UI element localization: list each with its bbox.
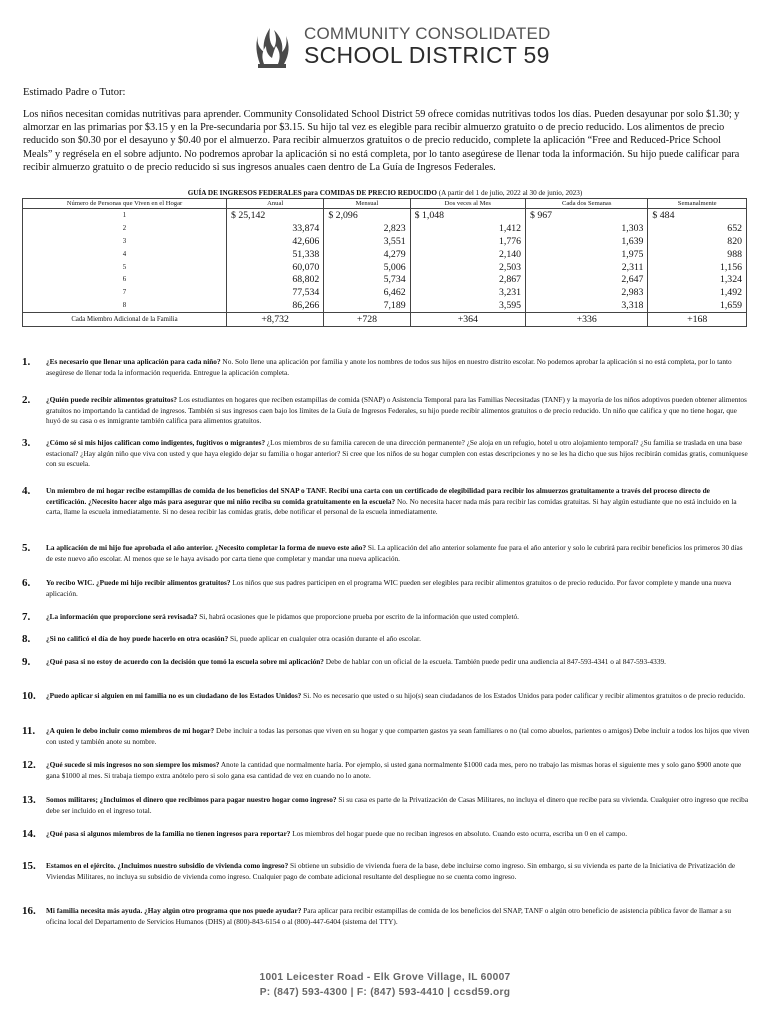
faq-number: 3. [22, 437, 31, 449]
faq-item [22, 829, 750, 840]
income-cell: 1,776 [410, 235, 525, 248]
income-guidelines-table [22, 198, 747, 327]
faq-question: Estamos en el ejército. ¿Incluimos nuestro subsidio de vivienda como ingreso? [46, 861, 289, 870]
income-cell: 33,874 [227, 222, 324, 235]
faq-item [22, 861, 750, 882]
faq-answer: Si obtiene un subsidio de vivienda fuera de la base, debe incluirse como ingreso. Sin embargo, si su vivienda es parte de la Iniciativa de Privatización de Viviendas Militares, no incluya su subsidio de vivienda como ingreso. Cualquier pago de combate adicional resultante del despliegue no se cuenta como ingreso. [46, 861, 736, 881]
logo-line-2: SCHOOL DISTRICT 59 [304, 42, 550, 68]
table-title-dates: (A partir del 1 de julio, 2022 al 30 de junio, 2023) [436, 189, 583, 197]
torch-icon [244, 18, 300, 70]
faq-text [46, 612, 750, 623]
table-row [23, 248, 747, 261]
faq-answer: ¿Los miembros de su familia carecen de una dirección permanente? ¿Se aloja en un refugio, hotel u otro alojamiento temporal? ¿Su familia se traslada en una base estacional? ¿Hay algún niño que viva con usted y que haya elegido dejar su familia o hogar anterior? Si cree que los niños de su hogar cumplen con estas descripciones y no se les ha dicho que sus hijos recibirán comidas gratis, comuníquese con su escuela. [46, 438, 748, 469]
income-cell: $ 2,096 [324, 209, 410, 222]
faq-answer: Los estudiantes en hogares que reciben estampillas de comida (SNAP) o Asistencia Temporal para las Familias Necesitadas (TANF) y la mayoría de los niños adoptivos pueden obtener alimentos gratuitos no importando la cantidad de ingresos. También si sus ingresos caen bajo los límites de la Guía de Ingresos Federales, su hijo puede recibir alimentos gratuitos o de precio reducido. Un niño que califica y que no tiene hogar, que huyó de su casa o es inmigrante también califica para alimentos gratuitos. [46, 395, 747, 426]
faq-question: Mi familia necesita más ayuda. ¿Hay algún otro programa que nos puede ayudar? [46, 906, 302, 915]
col-header: Anual [227, 199, 324, 209]
faq-number: 9. [22, 656, 31, 668]
income-cell: 820 [648, 235, 747, 248]
faq-answer: Si, habrá ocasiones que le pidamos que proporcione prueba por escrito de la información que usted completó. [197, 612, 519, 621]
faq-number: 15. [22, 860, 36, 872]
income-cell: 51,338 [227, 248, 324, 261]
income-cell: 6,462 [324, 286, 410, 299]
income-cell: 68,802 [227, 273, 324, 286]
income-cell: $ 1,048 [410, 209, 525, 222]
income-cell: 1,412 [410, 222, 525, 235]
household-size-cell: 2 [23, 222, 227, 235]
faq-item [22, 795, 750, 816]
col-header: Mensual [324, 199, 410, 209]
faq-question: ¿Si no calificó el día de hoy puede hacerlo en otra ocasión? [46, 634, 229, 643]
faq-question: ¿La información que proporcione será revisada? [46, 612, 198, 621]
faq-answer: Los niños que sus padres participen en el programa WIC pueden ser elegibles para recibir alimentos gratuitos o de precio reducido. Por favor complete y mande una nueva aplicación. [46, 578, 732, 598]
household-size-cell: 1 [23, 209, 227, 222]
faq-question: La aplicación de mi hijo fue aprobada el año anterior. ¿Necesito completar la forma de nuevo este año? [46, 543, 367, 552]
faq-question: ¿Quién puede recibir alimentos gratuitos? [46, 395, 178, 404]
income-cell: 5,734 [324, 273, 410, 286]
faq-question: ¿Qué pasa si no estoy de acuerdo con la decisión que tomó la escuela sobre mi aplicación? [46, 657, 324, 666]
faq-answer: Los miembros del hogar puede que no reciban ingresos en absoluto. Cuando esto ocurra, escriba un 0 en el campo. [290, 829, 628, 838]
intro-paragraph: Los niños necesitan comidas nutritivas para aprender. Community Consolidated School District 59 ofrece comidas nutritivas todos los días. Pueden desayunar por solo $1.30; y almorzar en las primarias por $3.15 y en la Pre-secundaria por $3.15. Su hijo tal vez es elegible para recibir almuerzo gratuito o de precio reducido. Los alimentos de precio reducido son $0.30 por el desayuno y $0.40 por el almuerzo. Para recibir almuerzos gratuitos o de precio reducido, complete la aplicación “Free and Reduced-Price School Meals” y regrésela en el sobre adjunto. No podremos aprobar la aplicación si no está completa, por lo tanto asegúrese de llenar toda la información. Su hijo puede calificar para recibir almuerzo gratuito o de precio reducido si sus ingresos anuales caen dentro de La Guía de Ingresos Federales. [23, 109, 740, 173]
income-cell: 3,318 [526, 299, 648, 312]
table-row [23, 273, 747, 286]
faq-text [46, 726, 750, 747]
col-header: Semanalmente [648, 199, 747, 209]
district-logo [244, 18, 551, 70]
household-size-cell: 5 [23, 261, 227, 274]
income-cell: 3,595 [410, 299, 525, 312]
faq-answer: No. No necesita hacer nada más para recibir las comidas gratuitas. Si hay algún estudiante que no está incluido en la carta, llame la escuela inmediatamente. Si no desea recibir las comidas gratis, debe notificar el personal de la escuela inmediatamente. [46, 496, 737, 517]
income-cell: 1,492 [648, 286, 747, 299]
income-cell: 2,823 [324, 222, 410, 235]
household-size-cell: 7 [23, 286, 227, 299]
faq-text [46, 634, 750, 645]
faq-number: 11. [22, 725, 36, 737]
faq-number: 1. [22, 356, 31, 368]
faq-answer: Si su casa es parte de la Privatización de Casas Militares, no incluya el dinero que recibe para su vivienda. Cualquier otro ingreso que reciba debe ser incluido en el ingreso total. [46, 795, 749, 815]
col-header: Dos veces al Mes [410, 199, 525, 209]
additional-member-row [23, 313, 747, 327]
table-header-row [23, 199, 747, 209]
faq-question: Yo recibo WIC. ¿Puede mi hijo recibir alimentos gratuitos? [46, 578, 231, 587]
faq-text [46, 438, 750, 470]
faq-answer: No. Solo llene una aplicación por familia y anote los nombres de todos sus hijos en nuestro distrito escolar. No podemos aprobar la aplicación si no está completa, por lo tanto asegúrese de llenar toda la información requerida. Entregue la aplicación completa. [46, 357, 732, 377]
income-cell: 86,266 [227, 299, 324, 312]
income-cell: 2,503 [410, 261, 525, 274]
faq-item [22, 395, 750, 427]
faq-answer: Si. La aplicación del año anterior solamente fue para el año anterior y solo le cubrirá para recibir beneficios los primeros 30 días de este nuevo año escolar. Al menos que se le haya avisado por carta tiene que completar y mandar una nueva aplicación. [46, 543, 743, 563]
income-cell: 1,303 [526, 222, 648, 235]
col-header: Número de Personas que Viven en el Hogar [23, 199, 227, 209]
income-cell: 3,551 [324, 235, 410, 248]
faq-text [46, 486, 750, 518]
faq-answer: Si, puede aplicar en cualquier otra ocasión durante el año escolar. [228, 634, 421, 643]
income-cell: 1,975 [526, 248, 648, 261]
household-size-cell: 3 [23, 235, 227, 248]
income-cell: 5,006 [324, 261, 410, 274]
faq-text [46, 543, 750, 564]
faq-question: ¿Qué pasa si algunos miembros de la familia no tienen ingresos para reportar? [46, 829, 291, 838]
table-row [23, 222, 747, 235]
income-cell: 3,231 [410, 286, 525, 299]
income-cell: 2,140 [410, 248, 525, 261]
logo-line-1: COMMUNITY CONSOLIDATED [304, 24, 551, 43]
faq-number: 10. [22, 690, 36, 702]
income-cell: $ 484 [648, 209, 747, 222]
faq-question: ¿Qué sucede si mis ingresos no son siempre los mismos? [46, 760, 220, 769]
faq-text [46, 357, 750, 378]
income-cell: 7,189 [324, 299, 410, 312]
faq-question: ¿Cómo sé si mis hijos califican como indigentes, fugitivos o migrantes? [46, 438, 266, 447]
income-cell: 2,311 [526, 261, 648, 274]
table-title [0, 189, 770, 197]
faq-answer: Debe incluir a todas las personas que viven en su hogar y que comparten gastos ya sean familiares o no (tal como abuelos, parientes o amigos) Debe incluir a todos los hijos que viven con usted y también anote su nombre. [46, 726, 750, 746]
income-cell: 1,156 [648, 261, 747, 274]
faq-question: ¿Puedo aplicar si alguien en mi familia no es un ciudadano de los Estados Unidos? [46, 691, 302, 700]
faq-number: 14. [22, 828, 36, 840]
faq-item [22, 578, 750, 599]
additional-member-cell: +728 [324, 313, 410, 327]
faq-number: 12. [22, 759, 36, 771]
household-size-cell: 6 [23, 273, 227, 286]
additional-member-label: Cada Miembro Adicional de la Familia [23, 313, 227, 327]
household-size-cell: 8 [23, 299, 227, 312]
additional-member-cell: +168 [648, 313, 747, 327]
income-cell: 1,324 [648, 273, 747, 286]
faq-item [22, 726, 750, 747]
faq-number: 7. [22, 611, 31, 623]
additional-member-cell: +336 [526, 313, 648, 327]
faq-answer: Anote la cantidad que normalmente haría. Por ejemplo, si usted gana normalmente $1000 cada mes, pero no trabajo las mismas horas el siguiente mes y solo gano $900 anote que gana $1000 al mes. Si trabaja tiempo extra anótelo pero si solo gana esa cantidad de vez en cuando no lo anote. [46, 760, 742, 780]
salutation: Estimado Padre o Tutor: [23, 87, 126, 98]
faq-text [46, 657, 750, 668]
footer-contact: P: (847) 593-4300 | F: (847) 593-4410 | ccsd59.org [259, 987, 511, 998]
faq-item [22, 657, 750, 668]
income-cell: 1,639 [526, 235, 648, 248]
income-cell: 652 [648, 222, 747, 235]
col-header: Cada dos Semanas [526, 199, 648, 209]
income-cell: 4,279 [324, 248, 410, 261]
household-size-cell: 4 [23, 248, 227, 261]
faq-question: Somos militares; ¿Incluimos el dinero que recibimos para pagar nuestro hogar como ingreso? [46, 795, 337, 804]
income-cell: 1,659 [648, 299, 747, 312]
income-cell: 2,867 [410, 273, 525, 286]
faq-item [22, 486, 750, 518]
faq-number: 2. [22, 394, 31, 406]
faq-question: ¿Es necesario que llenar una aplicación para cada niño? [46, 357, 221, 366]
income-cell: 60,070 [227, 261, 324, 274]
faq-number: 8. [22, 633, 31, 645]
income-cell: 77,534 [227, 286, 324, 299]
footer-address: 1001 Leicester Road - Elk Grove Village, IL 60007 [259, 972, 511, 983]
faq-number: 13. [22, 794, 36, 806]
faq-text [46, 578, 750, 599]
faq-item [22, 760, 750, 781]
table-title-bold: GUÍA DE INGRESOS FEDERALES para COMIDAS DE PRECIO REDUCIDO [187, 189, 437, 197]
faq-number: 4. [22, 485, 31, 497]
additional-member-cell: +8,732 [227, 313, 324, 327]
income-cell: 2,983 [526, 286, 648, 299]
faq-number: 16. [22, 905, 36, 917]
faq-answer: Debe de hablar con un oficial de la escuela. También puede pedir una audiencia al 847-593-4341 o al 847-593-4339. [323, 657, 666, 666]
faq-item [22, 543, 750, 564]
faq-text [46, 760, 750, 781]
table-row [23, 299, 747, 312]
faq-item [22, 691, 750, 702]
income-cell: 2,647 [526, 273, 648, 286]
faq-text [46, 829, 750, 840]
faq-text [46, 795, 750, 816]
faq-answer: Si. No es necesario que usted o su hijo(s) sean ciudadanos de los Estados Unidos para poder calificar y recibir alimentos gratuitos o de precio reducido. [301, 691, 746, 700]
table-row [23, 286, 747, 299]
faq-text [46, 691, 750, 702]
faq-item [22, 438, 750, 470]
faq-text [46, 395, 750, 427]
table-row [23, 235, 747, 248]
faq-item [22, 906, 750, 927]
table-row [23, 209, 747, 222]
faq-text [46, 906, 750, 927]
faq-question: ¿A quien le debo incluir como miembros de mi hogar? [46, 726, 215, 735]
income-cell: 988 [648, 248, 747, 261]
income-cell: 42,606 [227, 235, 324, 248]
faq-item [22, 634, 750, 645]
faq-number: 6. [22, 577, 31, 589]
faq-item [22, 357, 750, 378]
faq-answer: Para aplicar para recibir estampillas de comida de los beneficios del SNAP, TANF o algún otro beneficio de asistencia pública favor de llamar a su oficina local del Departamento de Servicios Humanos (DHS) al (800)-843-6154 o al (800)-447-6404 (sistema del TTY). [46, 906, 732, 926]
income-cell: $ 25,142 [227, 209, 324, 222]
faq-item [22, 612, 750, 623]
faq-number: 5. [22, 542, 31, 554]
income-cell: $ 967 [526, 209, 648, 222]
faq-text [46, 861, 750, 882]
faq-question: Un miembro de mi hogar recibe estampillas de comida de los beneficios del SNAP o TANF. Recibí una carta con un certificado de elegibilidad para recibir los almuerzos gratuitamente a través del proceso directo de certificación. ¿Necesito hacer algo más para asegurar que mi niño reciba su comida gratuitamente en la escuela? [46, 486, 710, 506]
additional-member-cell: +364 [410, 313, 525, 327]
table-row [23, 261, 747, 274]
